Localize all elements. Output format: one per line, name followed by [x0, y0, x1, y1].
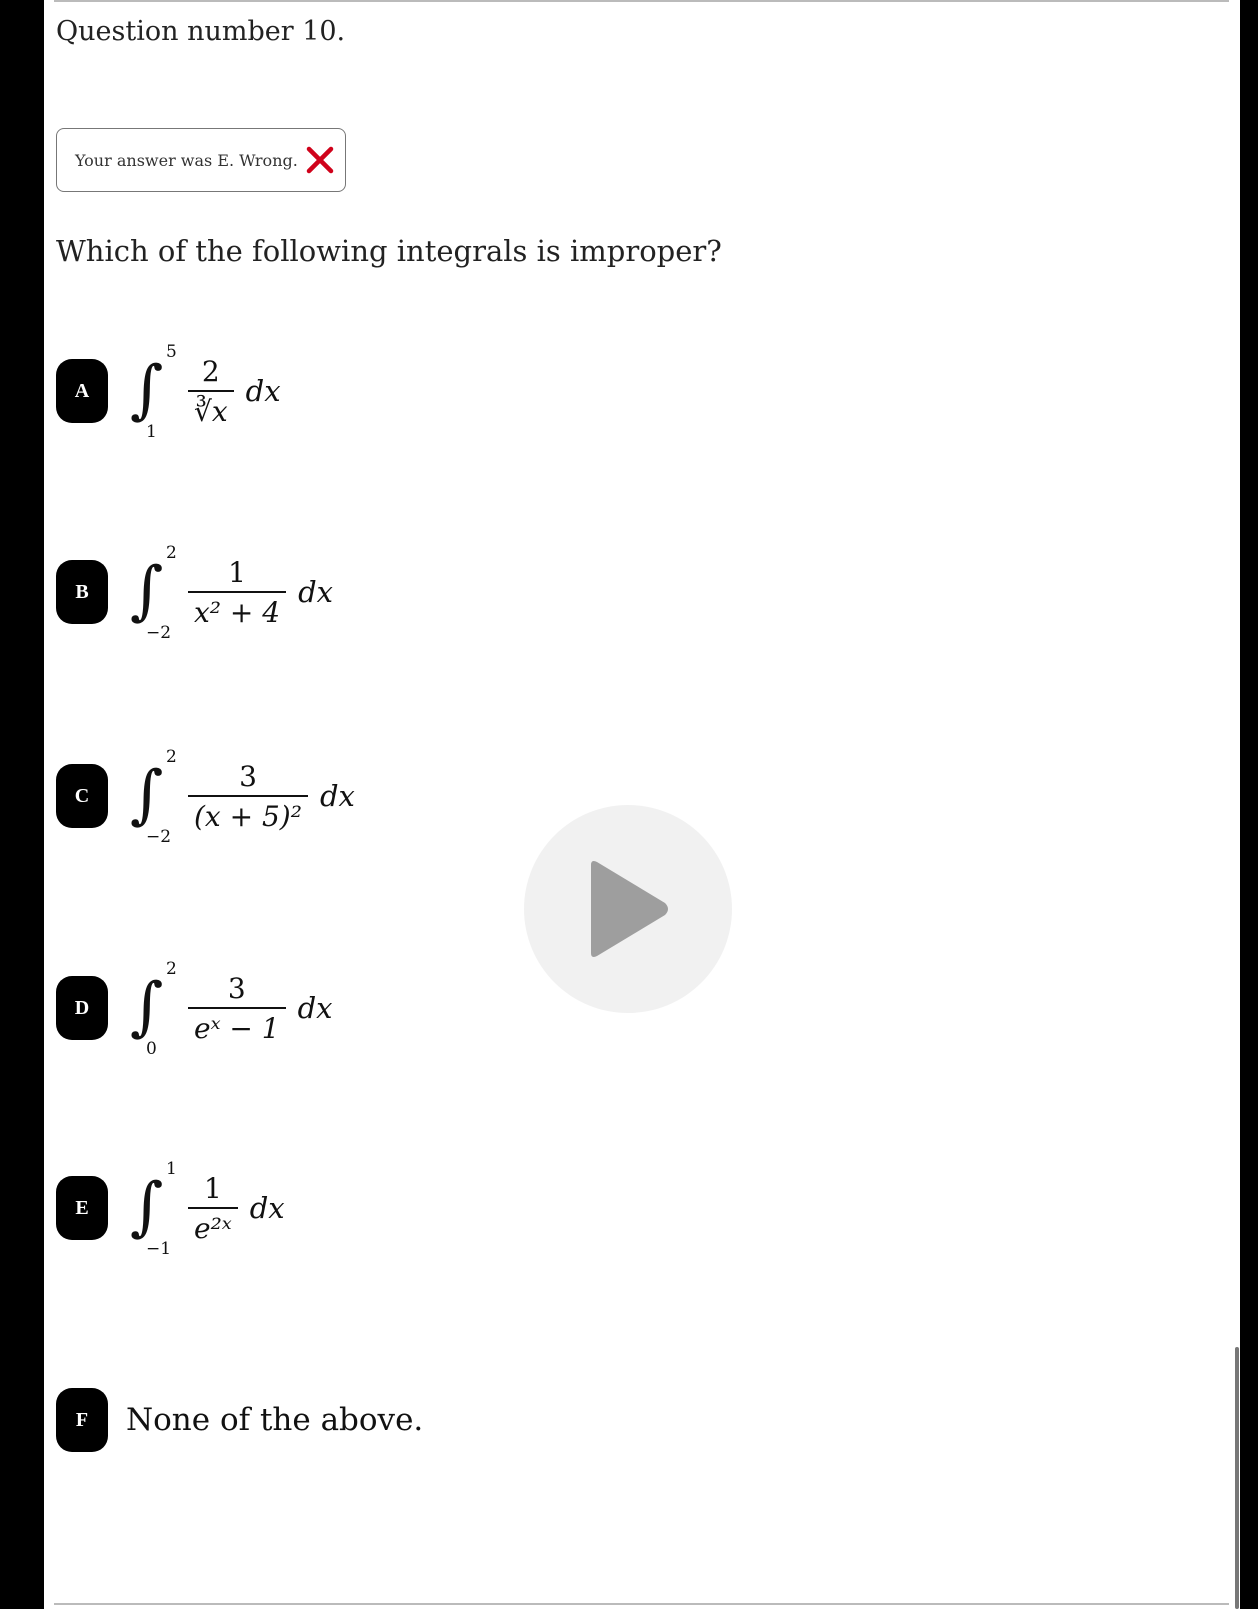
upper-limit: 2: [166, 543, 177, 563]
option-f-badge[interactable]: F: [56, 1388, 108, 1452]
upper-limit: 5: [166, 342, 177, 362]
integral-sign: ∫ 1 −1: [130, 1159, 177, 1259]
denominator: (x + 5)²: [188, 795, 308, 833]
upper-limit: 2: [166, 959, 177, 979]
lower-limit: −2: [146, 827, 172, 847]
denominator: ∛x: [188, 390, 234, 428]
fraction: [188, 355, 234, 428]
question-prompt: Which of the following integrals is improper?: [56, 234, 722, 268]
denominator: eˣ − 1: [188, 1007, 286, 1045]
fraction: [188, 972, 286, 1045]
play-button[interactable]: [524, 805, 732, 1013]
differential: dx: [298, 575, 334, 609]
option-d-badge[interactable]: D: [56, 976, 108, 1040]
option-b[interactable]: [56, 537, 333, 647]
option-a-integral: [130, 336, 281, 446]
numerator: 1: [203, 1171, 222, 1205]
fraction: [188, 556, 286, 629]
denominator: e²ˣ: [188, 1207, 238, 1245]
question-page: [44, 0, 1240, 1609]
option-d[interactable]: [56, 953, 333, 1063]
differential: dx: [297, 991, 333, 1025]
option-a-badge[interactable]: A: [56, 359, 108, 423]
denominator: x² + 4: [188, 591, 286, 629]
upper-limit: 1: [166, 1159, 177, 1179]
option-b-badge[interactable]: B: [56, 560, 108, 624]
feedback-text: Your answer was E. Wrong.: [75, 150, 298, 170]
option-f[interactable]: [56, 1388, 423, 1452]
numerator: 2: [201, 354, 220, 388]
differential: dx: [319, 779, 355, 813]
upper-limit: 2: [166, 747, 177, 767]
answer-feedback-box: [56, 128, 346, 192]
integral-sign: ∫ 2 −2: [130, 747, 177, 847]
lower-limit: 1: [146, 422, 157, 442]
option-f-text: None of the above.: [126, 1402, 424, 1438]
integral-sign: ∫ 2 −2: [130, 543, 177, 643]
option-d-integral: [130, 953, 333, 1063]
option-e-badge[interactable]: E: [56, 1176, 108, 1240]
option-b-integral: [130, 537, 333, 647]
numerator: 1: [228, 555, 246, 589]
option-a[interactable]: [56, 336, 281, 446]
integral-sign: ∫ 2 0: [130, 959, 177, 1059]
lower-limit: −1: [146, 1239, 172, 1259]
integral-sign: ∫ 5 1: [130, 342, 177, 442]
lower-limit: 0: [146, 1039, 157, 1059]
numerator: 3: [239, 759, 257, 793]
fraction: [188, 760, 308, 833]
lower-limit: −2: [146, 623, 172, 643]
option-c-integral: [130, 741, 355, 851]
option-e[interactable]: [56, 1153, 285, 1263]
option-c-badge[interactable]: C: [56, 764, 108, 828]
scrollbar[interactable]: [1235, 1347, 1239, 1609]
option-c[interactable]: [56, 741, 355, 851]
differential: dx: [245, 374, 281, 408]
play-icon: [583, 859, 673, 959]
close-icon: [304, 144, 336, 176]
numerator: 3: [227, 971, 246, 1005]
bottom-divider: [54, 1603, 1229, 1605]
option-e-integral: [130, 1153, 285, 1263]
top-divider: [54, 0, 1229, 2]
differential: dx: [249, 1191, 285, 1225]
fraction: [188, 1172, 238, 1245]
question-number: Question number 10.: [56, 16, 346, 47]
